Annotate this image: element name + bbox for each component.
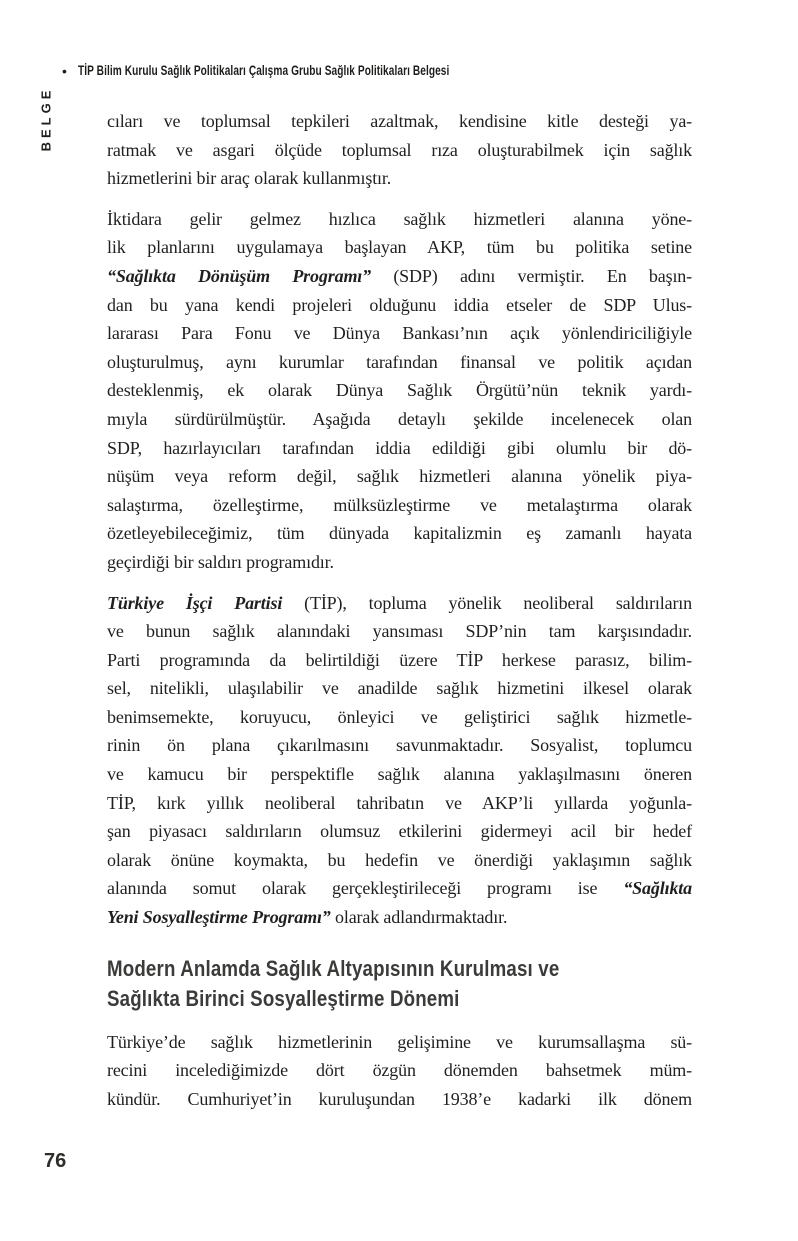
text-line [107, 233, 692, 262]
text-segment: ratmak ve asgari ölçüde toplumsal rıza oluşturabilmek için sağlık [107, 139, 692, 160]
text-segment: ve bunun sağlık alanındaki yansıması SDP’nin tam karşısındadır. [107, 621, 692, 642]
text-segment: benimsemekte, koruyucu, önleyici ve geliştirici sağlık hizmetle- [107, 706, 692, 727]
paragraph [107, 205, 692, 577]
text-line [107, 1056, 692, 1085]
text-segment: salaştırma, özelleştirme, mülksüzleştirme ve metalaştırma olarak [107, 494, 692, 515]
running-header [62, 63, 573, 78]
text-line [107, 646, 692, 675]
text-segment: özetleyebileceğimiz, tüm dünyada kapitalizmin eş zamanlı hayata [107, 523, 692, 544]
text-line [107, 434, 692, 463]
page-number: 76 [44, 1150, 67, 1172]
text-line [107, 1028, 692, 1057]
text-segment: olarak önüne koymakta, bu hedefin ve önerdiği yaklaşımın sağlık [107, 849, 692, 870]
text-segment: cıları ve toplumsal tepkileri azaltmak, kendisine kitle desteği ya- [107, 111, 692, 131]
heading-line [107, 954, 604, 984]
emphasis-segment: Yeni Sosyalleştirme Programı” [107, 907, 331, 928]
text-line [107, 817, 692, 846]
text-segment: (SDP) adını vermiştir. En başın- [371, 265, 692, 286]
text-segment: rinin ön plana çıkarılmasını savunmaktadır. Sosyalist, toplumcu [107, 735, 692, 756]
text-line [107, 491, 692, 520]
text-line [107, 731, 692, 760]
paragraph [107, 589, 692, 932]
paragraph [107, 1028, 692, 1114]
text-segment: SDP, hazırlayıcıları tarafından iddia edildiği gibi olumlu bir dö- [107, 437, 692, 458]
text-segment: Sağlıkta Birinci Sosyalleştirme Dönemi [107, 985, 460, 1011]
text-line [107, 846, 692, 875]
text-line [107, 319, 692, 348]
text-segment: lararası Para Fonu ve Dünya Bankası’nın açık yönlendiriciliğiyle [107, 323, 692, 344]
text-segment: sel, nitelikli, ulaşılabilir ve anadilde sağlık hizmetini ilkesel olarak [107, 678, 692, 699]
text-segment: alanında somut olarak gerçekleştirileceği programı ise [107, 878, 624, 899]
text-segment: geçirdiği bir saldırı programıdır. [107, 551, 334, 572]
text-line [107, 107, 692, 136]
text-line [107, 291, 692, 320]
text-line [107, 136, 692, 165]
bullet-icon: • [62, 62, 67, 79]
text-segment: şan piyasacı saldırıların olumsuz etkilerini gidermeyi acil bir hedef [107, 821, 692, 842]
text-segment: (TİP), topluma yönelik neoliberal saldırıların [282, 592, 692, 613]
text-segment: Türkiye’de sağlık hizmetlerinin gelişimine ve kurumsallaşma sü- [107, 1031, 692, 1052]
text-line [107, 760, 692, 789]
text-line [107, 1085, 692, 1114]
text-line [107, 548, 692, 577]
text-segment: TİP, kırk yıllık neoliberal tahribatın ve AKP’li yıllarda yoğunla- [107, 792, 692, 813]
text-line [107, 519, 692, 548]
text-segment: Modern Anlamda Sağlık Altyapısının Kurulması ve [107, 955, 560, 981]
text-segment: mıyla sürdürülmüştür. Aşağıda detaylı şekilde incelenecek olan [107, 408, 692, 429]
text-line [107, 617, 692, 646]
text-segment: olarak adlandırmaktadır. [330, 907, 508, 928]
text-line [107, 789, 692, 818]
body-text [107, 107, 692, 1125]
text-line [107, 405, 692, 434]
text-line [107, 462, 692, 491]
paragraph [107, 107, 692, 193]
text-line [107, 589, 692, 618]
emphasis-segment: “Sağlıkta [623, 878, 692, 899]
text-segment: ve kamucu bir perspektifle sağlık alanına yaklaşılmasını öneren [107, 764, 692, 785]
text-line [107, 205, 692, 234]
emphasis-segment: “Sağlıkta Dönüşüm Programı” [107, 265, 371, 286]
section-heading [107, 954, 692, 1014]
text-segment: desteklenmiş, ek olarak Dünya Sağlık Örgütü’nün teknik yardı- [107, 380, 692, 401]
text-line [107, 164, 692, 193]
text-segment: kündür. Cumhuriyet’in kuruluşundan 1938’e kadarki ilk dönem [107, 1088, 692, 1109]
text-segment: hizmetlerini bir araç olarak kullanmıştır. [107, 168, 392, 189]
text-line [107, 874, 692, 903]
text-line [107, 703, 692, 732]
emphasis-segment: Türkiye İşçi Partisi [107, 592, 283, 613]
text-line [107, 376, 692, 405]
text-line [107, 348, 692, 377]
text-segment: oluşturulmuş, aynı kurumlar tarafından finansal ve politik açıdan [107, 351, 692, 372]
heading-line [107, 984, 604, 1014]
text-segment: lik planlarını uygulamaya başlayan AKP, tüm bu politika setine [107, 237, 692, 258]
text-segment: İktidara gelir gelmez hızlıca sağlık hizmetleri alanına yöne- [107, 208, 692, 229]
text-line [107, 674, 692, 703]
text-segment: dan bu yana kendi projeleri olduğunu iddia etseler de SDP Ulus- [107, 294, 692, 315]
text-segment: Parti programında da belirtildiği üzere TİP herkese parasız, bilim- [107, 649, 692, 670]
margin-label: BELGE [38, 86, 54, 152]
text-segment: nüşüm veya reform değil, sağlık hizmetleri alanına yönelik piya- [107, 466, 692, 487]
running-header-title: TİP Bilim Kurulu Sağlık Politikaları Çalışma Grubu Sağlık Politikaları Belgesi [77, 63, 450, 78]
text-line [107, 903, 692, 932]
text-line [107, 262, 692, 291]
text-segment: recini incelediğimizde dört özgün dönemden bahsetmek müm- [107, 1060, 692, 1081]
